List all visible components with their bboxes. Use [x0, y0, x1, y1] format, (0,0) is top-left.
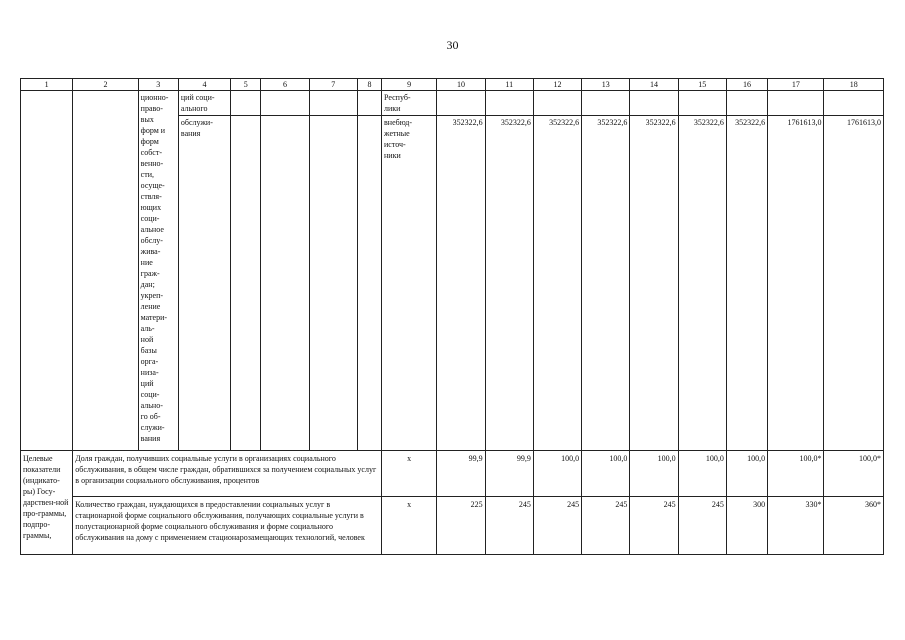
empty-cell	[261, 116, 309, 451]
indicator-col9: х	[382, 451, 437, 497]
empty-cell	[357, 91, 381, 116]
indicator-value: 100,0	[630, 451, 678, 497]
indicator-value: 100,0	[678, 451, 726, 497]
empty-cell	[630, 91, 678, 116]
indicators-label: Целевые показатели (индикато-ры) Госу-дарствен-ной про-граммы, подпро-граммы,	[21, 451, 73, 555]
indicator-value: 245	[485, 497, 533, 555]
col-num-5: 5	[231, 79, 261, 91]
col-num-7: 7	[309, 79, 357, 91]
col-num-2: 2	[73, 79, 138, 91]
cont-col4-top: ций соци- ального	[178, 91, 230, 116]
value-cell: 352322,6	[485, 116, 533, 451]
empty-cell	[824, 91, 884, 116]
empty-cell	[582, 91, 630, 116]
empty-cell	[726, 91, 767, 116]
col-num-13: 13	[582, 79, 630, 91]
indicator-value: 245	[582, 497, 630, 555]
continuation-row-top	[21, 91, 884, 116]
col-num-6: 6	[261, 79, 309, 91]
program-table	[20, 78, 884, 555]
value-cell: 352322,6	[582, 116, 630, 451]
value-cell: 352322,6	[678, 116, 726, 451]
indicator-value: 245	[630, 497, 678, 555]
empty-cell	[309, 91, 357, 116]
value-cell: 1761613,0	[824, 116, 884, 451]
indicator-description: Доля граждан, получивших социальные услуги в организациях социального обслуживания, в общем числе граждан, обратившихся за получением социальных услуг в организации социального обслуживания, процентов	[73, 451, 382, 497]
value-cell: 352322,6	[533, 116, 581, 451]
empty-cell	[437, 91, 485, 116]
indicator-value: 100,0	[726, 451, 767, 497]
indicator-row-1	[21, 451, 884, 497]
col-num-16: 16	[726, 79, 767, 91]
col-num-17: 17	[768, 79, 824, 91]
indicator-col9: х	[382, 497, 437, 555]
empty-cell	[357, 116, 381, 451]
cont-col1	[21, 91, 73, 451]
cont-col2	[73, 91, 138, 451]
indicator-value: 300	[726, 497, 767, 555]
indicator-value: 99,9	[485, 451, 533, 497]
value-cell: 352322,6	[630, 116, 678, 451]
indicator-value: 330*	[768, 497, 824, 555]
empty-cell	[231, 91, 261, 116]
cont-col4-bottom: обслужи- вания	[178, 116, 230, 451]
indicator-value: 225	[437, 497, 485, 555]
col-num-3: 3	[138, 79, 178, 91]
column-number-row	[21, 79, 884, 91]
col-num-11: 11	[485, 79, 533, 91]
col-num-18: 18	[824, 79, 884, 91]
indicator-value: 245	[533, 497, 581, 555]
empty-cell	[533, 91, 581, 116]
value-cell: 352322,6	[726, 116, 767, 451]
col-num-12: 12	[533, 79, 581, 91]
empty-cell	[768, 91, 824, 116]
page-number: 30	[446, 38, 459, 52]
indicator-value: 360*	[824, 497, 884, 555]
empty-cell	[261, 91, 309, 116]
indicator-value: 245	[678, 497, 726, 555]
col-num-4: 4	[178, 79, 230, 91]
indicator-value: 100,0	[582, 451, 630, 497]
col-num-10: 10	[437, 79, 485, 91]
cont-col3-text: ционно- право- вых форм и форм собст- венно- сти, осуще- ствля- ющих соци- альное обслу- жива- ние граж- дан; укреп- ление матери- аль- ной базы орга- низа- ций соци- ально- го об- служи- вания	[138, 91, 178, 451]
col-num-9: 9	[382, 79, 437, 91]
indicator-value: 100,0*	[768, 451, 824, 497]
indicator-value: 99,9	[437, 451, 485, 497]
value-cell: 1761613,0	[768, 116, 824, 451]
indicator-row-2	[21, 497, 884, 555]
indicator-value: 100,0*	[824, 451, 884, 497]
empty-cell	[231, 116, 261, 451]
empty-cell	[485, 91, 533, 116]
empty-cell	[309, 116, 357, 451]
cont-col9-bottom: внебюд- жетные источ- ники	[382, 116, 437, 451]
col-num-1: 1	[21, 79, 73, 91]
indicator-description: Количество граждан, нуждающихся в предоставлении социальных услуг в стационарной форме социального обслуживания, получающих социальные услуги в полустационарной форме социального обслуживания и форме социального обслуживания на дому с применением стационарозамещающих технологий, человек	[73, 497, 382, 555]
empty-cell	[678, 91, 726, 116]
cont-col9-top: Респуб- лики	[382, 91, 437, 116]
indicator-value: 100,0	[533, 451, 581, 497]
col-num-15: 15	[678, 79, 726, 91]
col-num-8: 8	[357, 79, 381, 91]
col-num-14: 14	[630, 79, 678, 91]
value-cell: 352322,6	[437, 116, 485, 451]
